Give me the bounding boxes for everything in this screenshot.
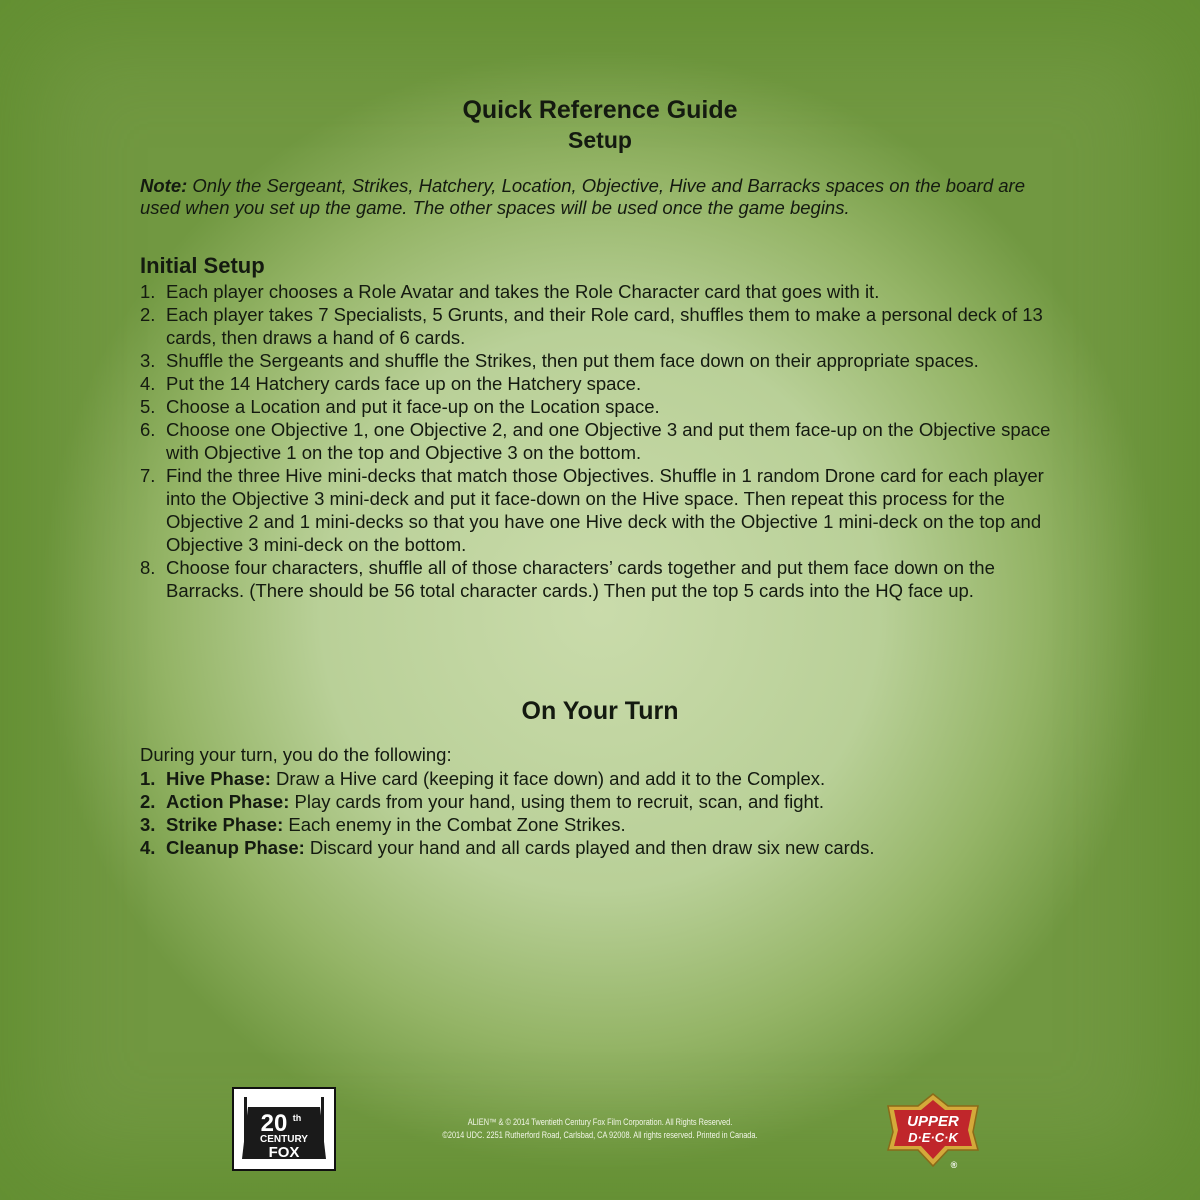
turn-phase-text: Play cards from your hand, using them to recruit, scan, and fight. bbox=[289, 791, 825, 812]
fox-logo-fox: FOX bbox=[268, 1144, 300, 1161]
setup-step-text: Find the three Hive mini-decks that match those Objectives. Shuffle in 1 random Drone card for each player into the Objective 3 mini-deck and put it face-down on the Hive space. Then repeat this process for the Objective 2 and 1 mini-decks so that you have one Hive deck with the Objective 1 mini-deck on the top and Objective 3 mini-deck on the bottom. bbox=[166, 465, 1044, 555]
turn-phase-text: Each enemy in the Combat Zone Strikes. bbox=[283, 814, 626, 835]
turn-intro: During your turn, you do the following: bbox=[140, 744, 452, 765]
legal-line-1: ALIEN™ & © 2014 Twentieth Century Fox Film Corporation. All Rights Reserved. bbox=[467, 1117, 733, 1127]
legal-notice bbox=[420, 1116, 781, 1142]
setup-step-text: Choose one Objective 1, one Objective 2, and one Objective 3 and put them face-up on the Objective space with Objective 1 on the top and Objective 3 on the bottom. bbox=[166, 419, 1051, 463]
turn-phase-number: 4. bbox=[140, 837, 156, 858]
setup-step-number: 6. bbox=[140, 419, 156, 440]
ud-logo-registered: ® bbox=[950, 1160, 958, 1170]
initial-setup-list bbox=[140, 280, 1065, 602]
setup-step bbox=[140, 556, 1065, 602]
ud-logo-upper: UPPER bbox=[907, 1113, 959, 1130]
turn-phase bbox=[140, 813, 1065, 836]
setup-step bbox=[140, 280, 1065, 303]
note-text: Only the Sergeant, Strikes, Hatchery, Location, Objective, Hive and Barracks spaces on the board are used when you set up the game. The other spaces will be used once the game begins. bbox=[140, 175, 1026, 218]
upper-deck-logo-icon bbox=[878, 1092, 988, 1172]
turn-phase-text: Discard your hand and all cards played and then draw six new cards. bbox=[304, 837, 875, 858]
page-subtitle: Setup bbox=[568, 127, 632, 153]
setup-step-number: 7. bbox=[140, 465, 156, 486]
setup-step bbox=[140, 464, 1065, 556]
setup-step-text: Each player chooses a Role Avatar and takes the Role Character card that goes with it. bbox=[166, 281, 880, 302]
turn-phase-name: Action Phase: bbox=[166, 791, 290, 812]
upper-deck-logo bbox=[878, 1092, 988, 1172]
setup-step bbox=[140, 418, 1065, 464]
fox-logo-century: CENTURY bbox=[260, 1134, 308, 1145]
fox-logo-icon bbox=[234, 1089, 334, 1169]
setup-step-text: Choose a Location and put it face-up on the Location space. bbox=[166, 396, 660, 417]
setup-step-text: Shuffle the Sergeants and shuffle the Strikes, then put them face down on their appropriate spaces. bbox=[166, 350, 979, 371]
turn-phase-name: Strike Phase: bbox=[166, 814, 284, 835]
setup-step bbox=[140, 349, 1065, 372]
turn-phase-number: 2. bbox=[140, 791, 156, 812]
turn-phase-number: 3. bbox=[140, 814, 156, 835]
setup-step-text: Put the 14 Hatchery cards face up on the Hatchery space. bbox=[166, 373, 642, 394]
turn-phase bbox=[140, 767, 1065, 790]
setup-step-number: 5. bbox=[140, 396, 156, 417]
turn-phase bbox=[140, 790, 1065, 813]
fox-logo-20: 20 bbox=[260, 1110, 288, 1137]
setup-step-number: 8. bbox=[140, 557, 156, 578]
page-title: Quick Reference Guide bbox=[462, 96, 738, 124]
note-label: Note: bbox=[140, 175, 188, 196]
ud-logo-deck: D·E·C·K bbox=[908, 1130, 958, 1145]
turn-phase bbox=[140, 836, 1065, 859]
setup-note bbox=[140, 175, 1065, 219]
turn-phase-list bbox=[140, 767, 1065, 859]
legal-line-2: ©2014 UDC. 2251 Rutherford Road, Carlsbad, CA 92008. All rights reserved. Printed in Canada. bbox=[442, 1130, 758, 1140]
on-your-turn-heading: On Your Turn bbox=[521, 697, 679, 725]
fox-logo-th: th bbox=[292, 1113, 302, 1123]
setup-step-number: 2. bbox=[140, 304, 156, 325]
setup-step-number: 1. bbox=[140, 281, 156, 302]
setup-step-text: Choose four characters, shuffle all of those characters’ cards together and put them face down on the Barracks. (There should be 56 total character cards.) Then put the top 5 cards into the HQ face up. bbox=[166, 557, 995, 601]
setup-step-text: Each player takes 7 Specialists, 5 Grunts, and their Role card, shuffles them to make a personal deck of 13 cards, then draws a hand of 6 cards. bbox=[166, 304, 1043, 348]
turn-phase-number: 1. bbox=[140, 768, 156, 789]
setup-step bbox=[140, 395, 1065, 418]
setup-step bbox=[140, 372, 1065, 395]
setup-step bbox=[140, 303, 1065, 349]
initial-setup-heading: Initial Setup bbox=[140, 253, 265, 278]
setup-step-number: 3. bbox=[140, 350, 156, 371]
turn-phase-text: Draw a Hive card (keeping it face down) and add it to the Complex. bbox=[270, 768, 826, 789]
twentieth-century-fox-logo bbox=[232, 1087, 336, 1171]
turn-phase-name: Cleanup Phase: bbox=[166, 837, 305, 858]
turn-phase-name: Hive Phase: bbox=[166, 768, 271, 789]
setup-step-number: 4. bbox=[140, 373, 156, 394]
